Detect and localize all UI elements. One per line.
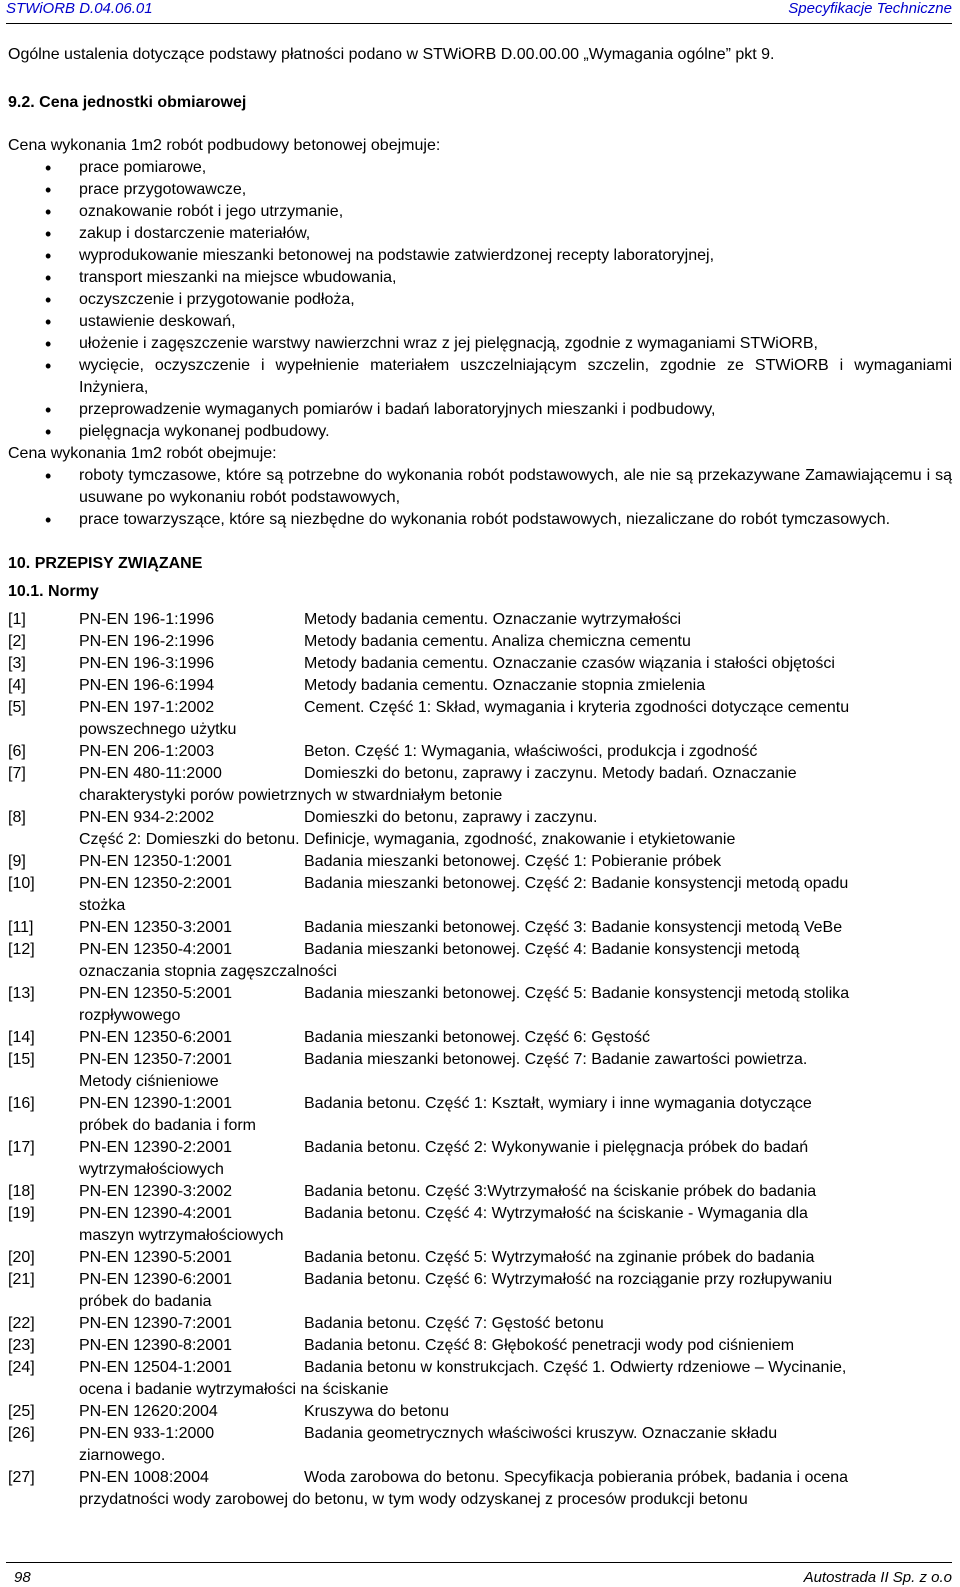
norm-code: PN-EN 206-1:2003 (79, 743, 215, 760)
norm-reference (8, 697, 952, 741)
page-header (0, 0, 960, 22)
norm-code: PN-EN 196-6:1994 (79, 677, 215, 694)
norm-reference (8, 1313, 952, 1335)
norm-title: Badania betonu. Część 5: Wytrzymałość na zginanie próbek do badania (304, 1249, 815, 1266)
page-number: 98 (14, 1569, 31, 1586)
norm-reference (8, 1137, 952, 1181)
intro-paragraph: Ogólne ustalenia dotyczące podstawy płatności podano w STWiORB D.00.00.00 „Wymagania ogólne” pkt 9. (8, 46, 775, 63)
norm-code: PN-EN 12350-2:2001 (79, 875, 232, 892)
norm-title: Beton. Część 1: Wymagania, właściwości, produkcja i zgodność (304, 743, 758, 760)
norm-title: Metody badania cementu. Oznaczanie stopnia zmielenia (304, 677, 706, 694)
norm-title-continuation: wytrzymałościowych (79, 1161, 224, 1178)
norm-title: Badania betonu. Część 1: Kształt, wymiary i inne wymagania dotyczące (304, 1095, 812, 1112)
document-code: STWiORB D.04.06.01 (6, 0, 153, 17)
norm-code: PN-EN 12350-1:2001 (79, 853, 232, 870)
norm-number: [14] (8, 1029, 35, 1046)
list-item: • ułożenie i zagęszczenie warstwy nawierzchni wraz z jej pielęgnacją, zgodnie z wymaganiami STWiORB, (8, 333, 952, 355)
norm-reference (8, 1423, 952, 1467)
norm-number: [3] (8, 655, 26, 672)
norm-number: [26] (8, 1425, 35, 1442)
norm-code: PN-EN 196-1:1996 (79, 611, 215, 628)
norm-code: PN-EN 12350-6:2001 (79, 1029, 232, 1046)
footer-divider (6, 1562, 952, 1563)
norm-number: [12] (8, 941, 35, 958)
norm-title: Metody badania cementu. Analiza chemiczna cementu (304, 633, 691, 650)
norm-code: PN-EN 12390-8:2001 (79, 1337, 232, 1354)
norm-title-continuation: charakterystyki porów powietrznych w stwardniałym betonie (79, 787, 503, 804)
norm-number: [9] (8, 853, 26, 870)
norm-reference (8, 1093, 952, 1137)
norm-number: [17] (8, 1139, 35, 1156)
norm-number: [23] (8, 1337, 35, 1354)
norm-title-continuation: rozpływowego (79, 1007, 181, 1024)
norm-title-continuation: maszyn wytrzymałościowych (79, 1227, 284, 1244)
norm-title-continuation: Metody ciśnieniowe (79, 1073, 219, 1090)
norm-title-continuation: stożka (79, 897, 126, 914)
norm-title: Metody badania cementu. Oznaczanie wytrzymałości (304, 611, 682, 628)
norm-number: [18] (8, 1183, 35, 1200)
norm-reference (8, 851, 952, 873)
norm-reference (8, 1357, 952, 1401)
norm-title: Metody badania cementu. Oznaczanie czasów wiązania i stałości objętości (304, 655, 835, 672)
norm-number: [5] (8, 699, 26, 716)
list-item: • oczyszczenie i przygotowanie podłoża, (8, 289, 952, 311)
norm-title: Cement. Część 1: Skład, wymagania i kryteria zgodności dotyczące cementu (304, 699, 850, 716)
norm-reference (8, 1401, 952, 1423)
bullet-list-2 (8, 465, 952, 531)
norm-title-continuation: Część 2: Domieszki do betonu. Definicje, wymagania, zgodność, znakowanie i etykietowanie (79, 831, 736, 848)
norm-number: [22] (8, 1315, 35, 1332)
norm-title: Domieszki do betonu, zaprawy i zaczynu. Metody badań. Oznaczanie (304, 765, 797, 782)
norm-code: PN-EN 12390-3:2002 (79, 1183, 232, 1200)
norm-reference (8, 609, 952, 631)
norm-code: PN-EN 1008:2004 (79, 1469, 209, 1486)
norm-code: PN-EN 12350-4:2001 (79, 941, 232, 958)
norm-title: Badania betonu w konstrukcjach. Część 1. Odwierty rdzeniowe – Wycinanie, (304, 1359, 847, 1376)
norm-code: PN-EN 197-1:2002 (79, 699, 215, 716)
section-heading-9-2: 9.2. Cena jednostki obmiarowej (8, 94, 247, 111)
norm-title: Badania betonu. Część 2: Wykonywanie i pielęgnacja próbek do badań (304, 1139, 809, 1156)
norm-code: PN-EN 12390-6:2001 (79, 1271, 232, 1288)
norm-reference (8, 807, 952, 851)
section-heading-10: 10. PRZEPISY ZWIĄZANE (8, 555, 203, 572)
norm-reference (8, 1203, 952, 1247)
company-name: Autostrada II Sp. z o.o (803, 1569, 952, 1586)
norm-reference (8, 741, 952, 763)
norm-reference (8, 873, 952, 917)
norm-title: Badania mieszanki betonowej. Część 4: Badanie konsystencji metodą (304, 941, 800, 958)
norm-title: Domieszki do betonu, zaprawy i zaczynu. (304, 809, 598, 826)
norm-code: PN-EN 12350-3:2001 (79, 919, 232, 936)
norm-number: [13] (8, 985, 35, 1002)
norm-number: [6] (8, 743, 26, 760)
lead-paragraph-1: Cena wykonania 1m2 robót podbudowy betonowej obejmuje: (8, 137, 441, 154)
norm-title-continuation: ziarnowego. (79, 1447, 166, 1464)
norm-code: PN-EN 12390-2:2001 (79, 1139, 232, 1156)
list-item: • wycięcie, oczyszczenie i wypełnienie materiałem uszczelniającym szczelin, zgodnie ze STWiORB i wymaganiami Inżyniera, (8, 355, 952, 399)
list-item: • transport mieszanki na miejsce wbudowania, (8, 267, 952, 289)
norm-title: Badania mieszanki betonowej. Część 1: Pobieranie próbek (304, 853, 722, 870)
norm-code: PN-EN 12350-7:2001 (79, 1051, 232, 1068)
norm-number: [11] (8, 919, 34, 936)
header-divider (6, 23, 952, 24)
norm-code: PN-EN 12390-1:2001 (79, 1095, 232, 1112)
norm-title: Badania mieszanki betonowej. Część 6: Gęstość (304, 1029, 650, 1046)
list-item: • zakup i dostarczenie materiałów, (8, 223, 952, 245)
norm-code: PN-EN 12390-5:2001 (79, 1249, 232, 1266)
norm-reference (8, 1335, 952, 1357)
norm-title: Badania mieszanki betonowej. Część 2: Badanie konsystencji metodą opadu (304, 875, 849, 892)
list-item: • ustawienie deskowań, (8, 311, 952, 333)
norm-code: PN-EN 933-1:2000 (79, 1425, 215, 1442)
norm-reference (8, 917, 952, 939)
norm-title: Badania betonu. Część 6: Wytrzymałość na rozciąganie przy rozłupywaniu (304, 1271, 833, 1288)
norm-title: Badania mieszanki betonowej. Część 3: Badanie konsystencji metodą VeBe (304, 919, 843, 936)
norm-number: [27] (8, 1469, 35, 1486)
norm-code: PN-EN 12390-4:2001 (79, 1205, 232, 1222)
lead-paragraph-2: Cena wykonania 1m2 robót obejmuje: (8, 445, 277, 462)
norm-title: Badania betonu. Część 3:Wytrzymałość na ściskanie próbek do badania (304, 1183, 817, 1200)
norm-title: Badania mieszanki betonowej. Część 7: Badanie zawartości powietrza. (304, 1051, 808, 1068)
norms-list (8, 609, 952, 1511)
norm-number: [2] (8, 633, 26, 650)
norm-reference (8, 1027, 952, 1049)
bullet-list-1 (8, 157, 952, 443)
norm-code: PN-EN 12504-1:2001 (79, 1359, 232, 1376)
norm-code: PN-EN 196-3:1996 (79, 655, 215, 672)
norm-code: PN-EN 12620:2004 (79, 1403, 218, 1420)
norm-number: [20] (8, 1249, 35, 1266)
norm-number: [25] (8, 1403, 35, 1420)
page-footer (0, 1552, 960, 1587)
norm-title-continuation: próbek do badania (79, 1293, 212, 1310)
list-item: • prace pomiarowe, (8, 157, 952, 179)
norm-reference (8, 631, 952, 653)
norm-code: PN-EN 934-2:2002 (79, 809, 215, 826)
norm-title: Badania betonu. Część 4: Wytrzymałość na ściskanie - Wymagania dla (304, 1205, 808, 1222)
norm-number: [7] (8, 765, 26, 782)
norm-code: PN-EN 12350-5:2001 (79, 985, 232, 1002)
subsection-heading-10-1: 10.1. Normy (8, 583, 99, 600)
norm-reference (8, 1181, 952, 1203)
norm-number: [19] (8, 1205, 35, 1222)
norm-title: Kruszywa do betonu (304, 1403, 449, 1420)
norm-title-continuation: powszechnego użytku (79, 721, 237, 738)
list-item: • przeprowadzenie wymaganych pomiarów i badań laboratoryjnych mieszanki i podbudowy, (8, 399, 952, 421)
norm-reference (8, 1247, 952, 1269)
document-body (8, 44, 952, 1511)
norm-number: [24] (8, 1359, 35, 1376)
norm-title: Badania mieszanki betonowej. Część 5: Badanie konsystencji metodą stolika (304, 985, 850, 1002)
norm-title: Badania betonu. Część 7: Gęstość betonu (304, 1315, 604, 1332)
norm-title-continuation: przydatności wody zarobowej do betonu, w tym wody odzyskanej z procesów produkcji betonu (79, 1491, 748, 1508)
norm-reference (8, 653, 952, 675)
list-item: • pielęgnacja wykonanej podbudowy. (8, 421, 952, 443)
norm-title-continuation: oznaczania stopnia zagęszczalności (79, 963, 337, 980)
norm-title-continuation: ocena i badanie wytrzymałości na ściskanie (79, 1381, 389, 1398)
list-item: • roboty tymczasowe, które są potrzebne do wykonania robót podstawowych, ale nie są przekazywane Zamawiającemu i są usuwane po wykonaniu robót podstawowych, (8, 465, 952, 509)
norm-title: Badania betonu. Część 8: Głębokość penetracji wody pod ciśnieniem (304, 1337, 795, 1354)
norm-reference (8, 1269, 952, 1313)
norm-number: [15] (8, 1051, 35, 1068)
norm-reference (8, 1467, 952, 1511)
norm-number: [21] (8, 1271, 35, 1288)
list-item: • prace przygotowawcze, (8, 179, 952, 201)
norm-title-continuation: próbek do badania i form (79, 1117, 256, 1134)
list-item: • oznakowanie robót i jego utrzymanie, (8, 201, 952, 223)
norm-reference (8, 939, 952, 983)
norm-code: PN-EN 480-11:2000 (79, 765, 222, 782)
document-type: Specyfikacje Techniczne (788, 0, 952, 17)
norm-number: [10] (8, 875, 35, 892)
norm-number: [1] (8, 611, 26, 628)
norm-reference (8, 983, 952, 1027)
list-item: • prace towarzyszące, które są niezbędne do wykonania robót podstawowych, niezaliczane do robót tymczasowych. (8, 509, 952, 531)
norm-reference (8, 675, 952, 697)
norm-number: [4] (8, 677, 26, 694)
norm-title: Woda zarobowa do betonu. Specyfikacja pobierania próbek, badania i ocena (304, 1469, 849, 1486)
norm-reference (8, 1049, 952, 1093)
list-item: • wyprodukowanie mieszanki betonowej na podstawie zatwierdzonej recepty laboratoryjnej, (8, 245, 952, 267)
norm-reference (8, 763, 952, 807)
norm-code: PN-EN 196-2:1996 (79, 633, 215, 650)
norm-title: Badania geometrycznych właściwości kruszyw. Oznaczanie składu (304, 1425, 778, 1442)
norm-code: PN-EN 12390-7:2001 (79, 1315, 232, 1332)
norm-number: [16] (8, 1095, 35, 1112)
norm-number: [8] (8, 809, 26, 826)
